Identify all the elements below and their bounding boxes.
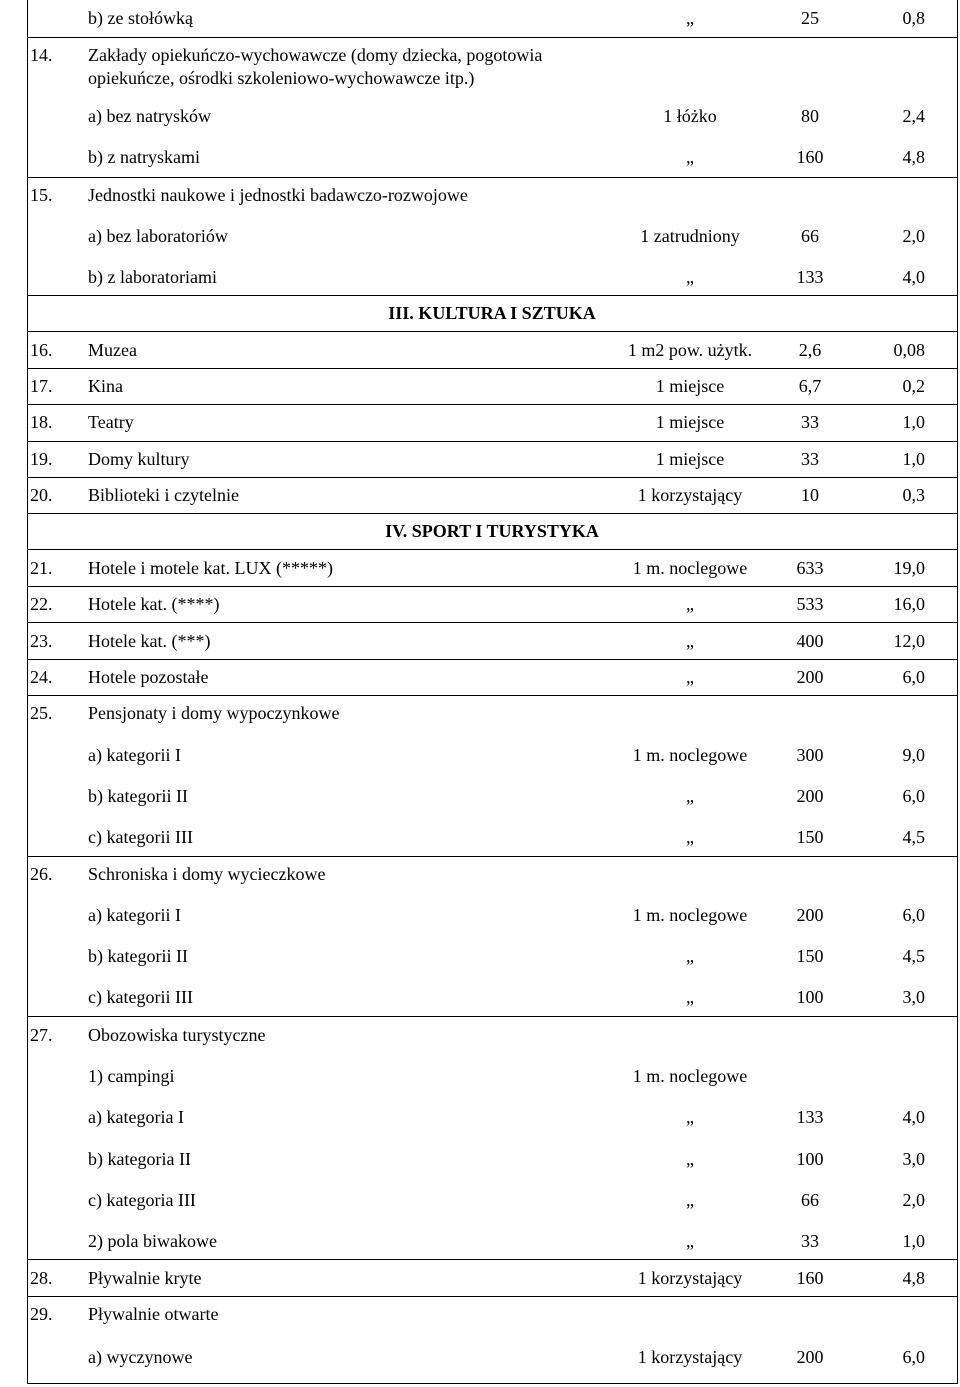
coef-cell: 0,08 xyxy=(893,340,925,360)
row-label: Zakłady opiekuńczo-wychowawcze (domy dziecka, pogotowia xyxy=(88,45,543,65)
unit-cell: „ xyxy=(686,1190,694,1210)
row-label: c) kategorii III xyxy=(88,827,193,847)
row-number: 22. xyxy=(30,594,53,614)
coef-cell: 6,0 xyxy=(902,786,925,806)
section-heading: IV. SPORT I TURYSTYKA xyxy=(385,521,599,541)
table-rule xyxy=(27,295,958,296)
row-number: 24. xyxy=(30,667,53,687)
row-number: 27. xyxy=(30,1025,53,1045)
value-cell: 133 xyxy=(796,267,824,287)
coef-cell: 9,0 xyxy=(902,745,925,765)
coef-cell: 3,0 xyxy=(902,987,925,1007)
row-label: Hotele pozostałe xyxy=(88,667,209,687)
coef-cell: 2,0 xyxy=(902,226,925,246)
coef-cell: 3,0 xyxy=(902,1149,925,1169)
row-number: 28. xyxy=(30,1268,53,1288)
row-label: 1) campingi xyxy=(88,1066,175,1086)
value-cell: 200 xyxy=(796,1347,824,1367)
value-cell: 6,7 xyxy=(798,376,822,396)
coef-cell: 1,0 xyxy=(902,412,925,432)
row-label: Pływalnie otwarte xyxy=(88,1304,219,1324)
table-rule xyxy=(27,1016,958,1017)
row-number: 29. xyxy=(30,1304,53,1324)
table-rule xyxy=(27,177,958,178)
unit-cell: „ xyxy=(686,267,694,287)
coef-cell: 4,0 xyxy=(902,267,925,287)
value-cell: 100 xyxy=(796,1149,824,1169)
value-cell: 10 xyxy=(801,485,819,505)
row-number: 26. xyxy=(30,864,53,884)
unit-cell: „ xyxy=(686,1149,694,1169)
row-number: 19. xyxy=(30,449,53,469)
coef-cell: 16,0 xyxy=(893,594,925,614)
row-label: a) bez laboratoriów xyxy=(88,226,228,246)
row-label: 2) pola biwakowe xyxy=(88,1231,217,1251)
row-label: b) ze stołówką xyxy=(88,8,193,28)
coef-cell: 6,0 xyxy=(902,905,925,925)
row-label: Schroniska i domy wycieczkowe xyxy=(88,864,326,884)
row-label: b) kategorii II xyxy=(88,946,188,966)
row-label: Hotele i motele kat. LUX (*****) xyxy=(88,558,333,578)
table-rule xyxy=(27,856,958,857)
row-label-continued: opiekuńcze, ośrodki szkoleniowo-wychowawcze itp.) xyxy=(88,68,475,88)
unit-cell: 1 miejsce xyxy=(655,376,725,396)
unit-cell: „ xyxy=(686,147,694,167)
coef-cell: 6,0 xyxy=(902,667,925,687)
coef-cell: 6,0 xyxy=(902,1347,925,1367)
coef-cell: 4,8 xyxy=(902,147,925,167)
row-label: b) z laboratoriami xyxy=(88,267,217,287)
row-number: 23. xyxy=(30,631,53,651)
unit-cell: 1 łóżko xyxy=(663,106,717,126)
row-label: Kina xyxy=(88,376,123,396)
table-rule xyxy=(27,1383,958,1384)
value-cell: 400 xyxy=(796,631,824,651)
row-number: 15. xyxy=(30,185,53,205)
unit-cell: 1 korzystający xyxy=(637,1347,743,1367)
row-label: Hotele kat. (***) xyxy=(88,631,211,651)
row-label: Domy kultury xyxy=(88,449,190,469)
table-rule xyxy=(27,622,958,623)
row-label: Hotele kat. (****) xyxy=(88,594,220,614)
row-label: a) wyczynowe xyxy=(88,1347,193,1367)
row-number: 16. xyxy=(30,340,53,360)
coef-cell: 1,0 xyxy=(902,449,925,469)
value-cell: 300 xyxy=(796,745,824,765)
row-label: Muzea xyxy=(88,340,137,360)
unit-cell: 1 m. noclegowe xyxy=(632,558,748,578)
value-cell: 66 xyxy=(801,1190,819,1210)
coef-cell: 0,3 xyxy=(902,485,925,505)
coef-cell: 2,4 xyxy=(902,106,925,126)
value-cell: 80 xyxy=(801,106,819,126)
row-label: Biblioteki i czytelnie xyxy=(88,485,239,505)
table-rule xyxy=(27,549,958,550)
table-rule xyxy=(27,477,958,478)
value-cell: 200 xyxy=(796,786,824,806)
value-cell: 100 xyxy=(796,987,824,1007)
value-cell: 133 xyxy=(796,1107,824,1127)
unit-cell: 1 m2 pow. użytk. xyxy=(627,340,753,360)
row-label: b) z natryskami xyxy=(88,147,200,167)
value-cell: 633 xyxy=(796,558,824,578)
table-rule xyxy=(27,441,958,442)
row-number: 18. xyxy=(30,412,53,432)
value-cell: 33 xyxy=(801,449,819,469)
unit-cell: „ xyxy=(686,987,694,1007)
table-rule xyxy=(27,1296,958,1297)
unit-cell: „ xyxy=(686,946,694,966)
unit-cell: 1 miejsce xyxy=(655,412,725,432)
coef-cell: 19,0 xyxy=(893,558,925,578)
value-cell: 200 xyxy=(796,667,824,687)
value-cell: 33 xyxy=(801,412,819,432)
row-number: 17. xyxy=(30,376,53,396)
table-rule xyxy=(27,513,958,514)
value-cell: 150 xyxy=(796,946,824,966)
coef-cell: 4,8 xyxy=(902,1268,925,1288)
coef-cell: 0,8 xyxy=(902,8,925,28)
row-label: b) kategorii II xyxy=(88,786,188,806)
table-border xyxy=(27,0,28,1384)
value-cell: 2,6 xyxy=(798,340,822,360)
coef-cell: 4,5 xyxy=(902,827,925,847)
row-label: Teatry xyxy=(88,412,134,432)
table-rule xyxy=(27,331,958,332)
value-cell: 200 xyxy=(796,905,824,925)
row-label: Obozowiska turystyczne xyxy=(88,1025,266,1045)
value-cell: 160 xyxy=(796,1268,824,1288)
unit-cell: „ xyxy=(686,667,694,687)
unit-cell: „ xyxy=(686,594,694,614)
row-label: a) kategorii I xyxy=(88,745,181,765)
value-cell: 150 xyxy=(796,827,824,847)
coef-cell: 1,0 xyxy=(902,1231,925,1251)
coef-cell: 0,2 xyxy=(902,376,925,396)
unit-cell: 1 m. noclegowe xyxy=(632,745,748,765)
table-rule xyxy=(27,368,958,369)
row-label: a) bez natrysków xyxy=(88,106,211,126)
coef-cell: 2,0 xyxy=(902,1190,925,1210)
unit-cell: 1 zatrudniony xyxy=(640,226,740,246)
table-rule xyxy=(27,1259,958,1260)
row-label: c) kategorii III xyxy=(88,987,193,1007)
coef-cell: 4,5 xyxy=(902,946,925,966)
row-label: c) kategoria III xyxy=(88,1190,196,1210)
unit-cell: 1 korzystający xyxy=(637,1268,743,1288)
unit-cell: „ xyxy=(686,8,694,28)
row-label: Pływalnie kryte xyxy=(88,1268,202,1288)
value-cell: 25 xyxy=(801,8,819,28)
row-number: 21. xyxy=(30,558,53,578)
section-heading: III. KULTURA I SZTUKA xyxy=(388,303,596,323)
coef-cell: 12,0 xyxy=(893,631,925,651)
table-rule xyxy=(27,695,958,696)
row-label: a) kategoria I xyxy=(88,1107,184,1127)
row-number: 20. xyxy=(30,485,53,505)
unit-cell: „ xyxy=(686,631,694,651)
row-label: a) kategorii I xyxy=(88,905,181,925)
table-rule xyxy=(27,37,958,38)
row-number: 14. xyxy=(30,45,53,65)
table-rule xyxy=(27,586,958,587)
unit-cell: „ xyxy=(686,827,694,847)
table-rule xyxy=(27,404,958,405)
value-cell: 160 xyxy=(796,147,824,167)
value-cell: 533 xyxy=(796,594,824,614)
value-cell: 33 xyxy=(801,1231,819,1251)
unit-cell: 1 m. noclegowe xyxy=(632,905,748,925)
table-border xyxy=(957,0,958,1384)
unit-cell: „ xyxy=(686,1107,694,1127)
row-number: 25. xyxy=(30,703,53,723)
unit-cell: 1 korzystający xyxy=(637,485,743,505)
value-cell: 66 xyxy=(801,226,819,246)
coef-cell: 4,0 xyxy=(902,1107,925,1127)
unit-cell: 1 m. noclegowe xyxy=(632,1066,748,1086)
row-label: Jednostki naukowe i jednostki badawczo-rozwojowe xyxy=(88,185,468,205)
unit-cell: 1 miejsce xyxy=(655,449,725,469)
unit-cell: „ xyxy=(686,1231,694,1251)
table-rule xyxy=(27,659,958,660)
unit-cell: „ xyxy=(686,786,694,806)
row-label: Pensjonaty i domy wypoczynkowe xyxy=(88,703,340,723)
row-label: b) kategoria II xyxy=(88,1149,191,1169)
